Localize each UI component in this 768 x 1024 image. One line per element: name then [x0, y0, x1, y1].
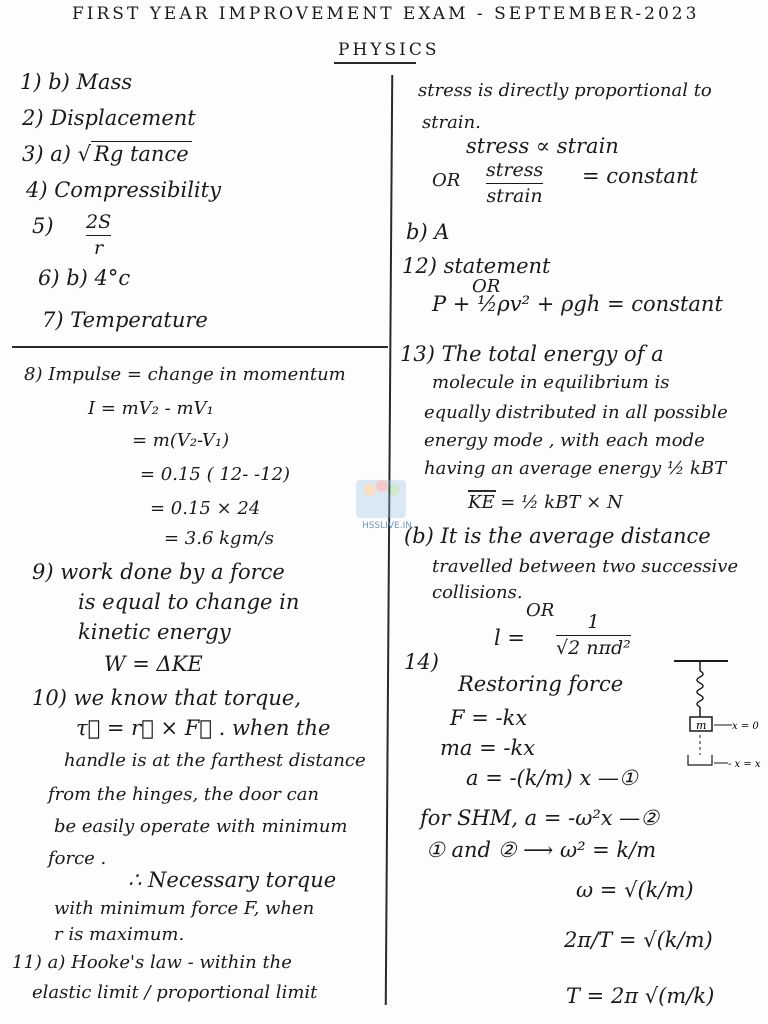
stress-strain-fraction: stress strain	[486, 159, 544, 208]
mass-label: m	[696, 719, 707, 732]
answer-sheet: FIRST YEAR IMPROVEMENT EXAM - SEPTEMBER-2023 PHYSICS 1) b) Mass 2) Displacement 3) a) √ Rg tance 4) Compressibility 5) 2S r 6) b) 4°c 7) Temperature 8) Impulse = change in momentum I = mV₂ - mV₁ = m(V₂-V₁) = 0.15 ( 12- -12) = 0.15 × 24 = 3.6 kgm/s 9) work done by a force is equal to change in kinetic energy W = ΔKE 10) we know that torque, τ⃗ = r⃗ × F⃗ . when the handle is at the farthest distance from the hinges, the door can be easily operate with minimum force . ∴ Necessary torque with minimum force F, when r is maximum. 11) a) Hooke's law - within the elastic limit / proportional limit stress is directly proportional to strain. stress ∝ strain OR stress strain = constant b) A 12) statement OR P + ½ρv² + ρgh = constant 13) The total energy of a molecule in equilibrium is equally distributed in all possible energy mode , with each mode having an average energy ½ kBT KE = ½ kBT × N (b) It is the average distance travelled between two successive collisions. OR l = 1 √2 nπd² 14) Restoring force F = -kx ma = -kx a = -(k/m) x —① for SHM, a = -ω²x —② ① and ② ⟶ ω² = k/m ω = √(k/m) 2π/T = √(k/m) T = 2π √(m/k) m x = 0 - x = x HSSLIVE.IN	[0, 0, 768, 1024]
answer-3: 3) a) √ Rg tance	[22, 144, 192, 165]
answer-6: 6) b) 4°c	[38, 266, 131, 290]
answer-5-label: 5)	[32, 214, 54, 238]
answer-11b: b) A	[406, 220, 450, 244]
watermark-text: HSSLIVE.IN	[362, 521, 412, 531]
answer-7: 7) Temperature	[42, 308, 208, 332]
displaced-mass	[688, 755, 712, 765]
mean-free-path-fraction: 1 √2 nπd²	[556, 611, 631, 660]
answer-1: 1) b) Mass	[20, 70, 133, 94]
ke-overbar	[468, 490, 496, 492]
subject-underline	[334, 62, 416, 64]
exam-title: FIRST YEAR IMPROVEMENT EXAM - SEPTEMBER-2023	[72, 4, 700, 24]
watermark-figure-1	[364, 484, 376, 496]
spring-coil	[697, 671, 703, 707]
answer-5-fraction: 2S r	[86, 211, 112, 260]
equilibrium-label: x = 0	[732, 721, 759, 732]
watermark-logo-icon	[352, 472, 410, 522]
subject-title: PHYSICS	[338, 40, 440, 60]
spring-mass-diagram-icon	[672, 655, 768, 775]
displaced-label: - x = x	[728, 759, 761, 770]
section-divider	[12, 346, 388, 348]
watermark-figure-3	[388, 484, 400, 496]
answer-4: 4) Compressibility	[26, 178, 221, 202]
column-divider	[385, 75, 393, 1005]
watermark-figure-2	[376, 480, 388, 492]
answer-2: 2) Displacement	[22, 106, 196, 130]
